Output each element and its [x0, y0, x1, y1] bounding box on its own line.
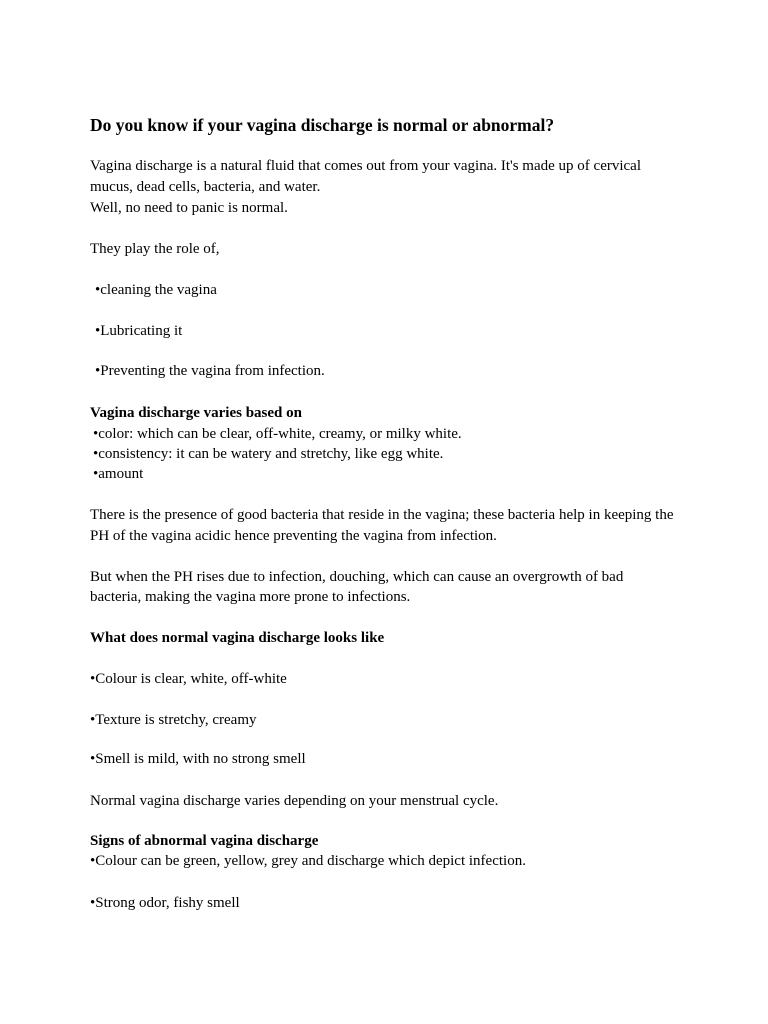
normal-item-texture: •Texture is stretchy, creamy [90, 712, 257, 728]
varies-item-color: •color: which can be clear, off-white, creamy, or milky white. [93, 426, 462, 442]
varies-heading: Vagina discharge varies based on [90, 405, 302, 421]
role-item-lubricating: •Lubricating it [95, 323, 183, 339]
bacteria-line-1: There is the presence of good bacteria that reside in the vagina; these bacteria help in keeping the [90, 507, 674, 523]
document-title: Do you know if your vagina discharge is normal or abnormal? [90, 115, 555, 135]
intro-line-1: Vagina discharge is a natural fluid that comes out from your vagina. It's made up of cervical [90, 158, 642, 174]
intro-line-2: mucus, dead cells, bacteria, and water. [90, 179, 321, 195]
normal-heading: What does normal vagina discharge looks like [90, 630, 385, 646]
varies-item-consistency: •consistency: it can be watery and stretchy, like egg white. [93, 446, 444, 462]
normal-item-colour: •Colour is clear, white, off-white [90, 671, 287, 687]
varies-item-amount: •amount [93, 466, 144, 482]
abnormal-item-colour: •Colour can be green, yellow, grey and discharge which depict infection. [90, 853, 526, 869]
abnormal-item-odor: •Strong odor, fishy smell [90, 895, 240, 911]
intro-line-3: Well, no need to panic is normal. [90, 200, 288, 216]
ph-line-1: But when the PH rises due to infection, douching, which can cause an overgrowth of bad [90, 569, 624, 585]
role-item-cleaning: •cleaning the vagina [95, 282, 217, 298]
role-item-preventing: •Preventing the vagina from infection. [95, 363, 325, 379]
ph-line-2: bacteria, making the vagina more prone to infections. [90, 589, 411, 605]
normal-item-smell: •Smell is mild, with no strong smell [90, 751, 306, 767]
abnormal-heading: Signs of abnormal vagina discharge [90, 833, 319, 849]
bacteria-line-2: PH of the vagina acidic hence preventing the vagina from infection. [90, 528, 497, 544]
normal-note: Normal vagina discharge varies depending on your menstrual cycle. [90, 793, 499, 809]
roles-lead: They play the role of, [90, 241, 220, 257]
